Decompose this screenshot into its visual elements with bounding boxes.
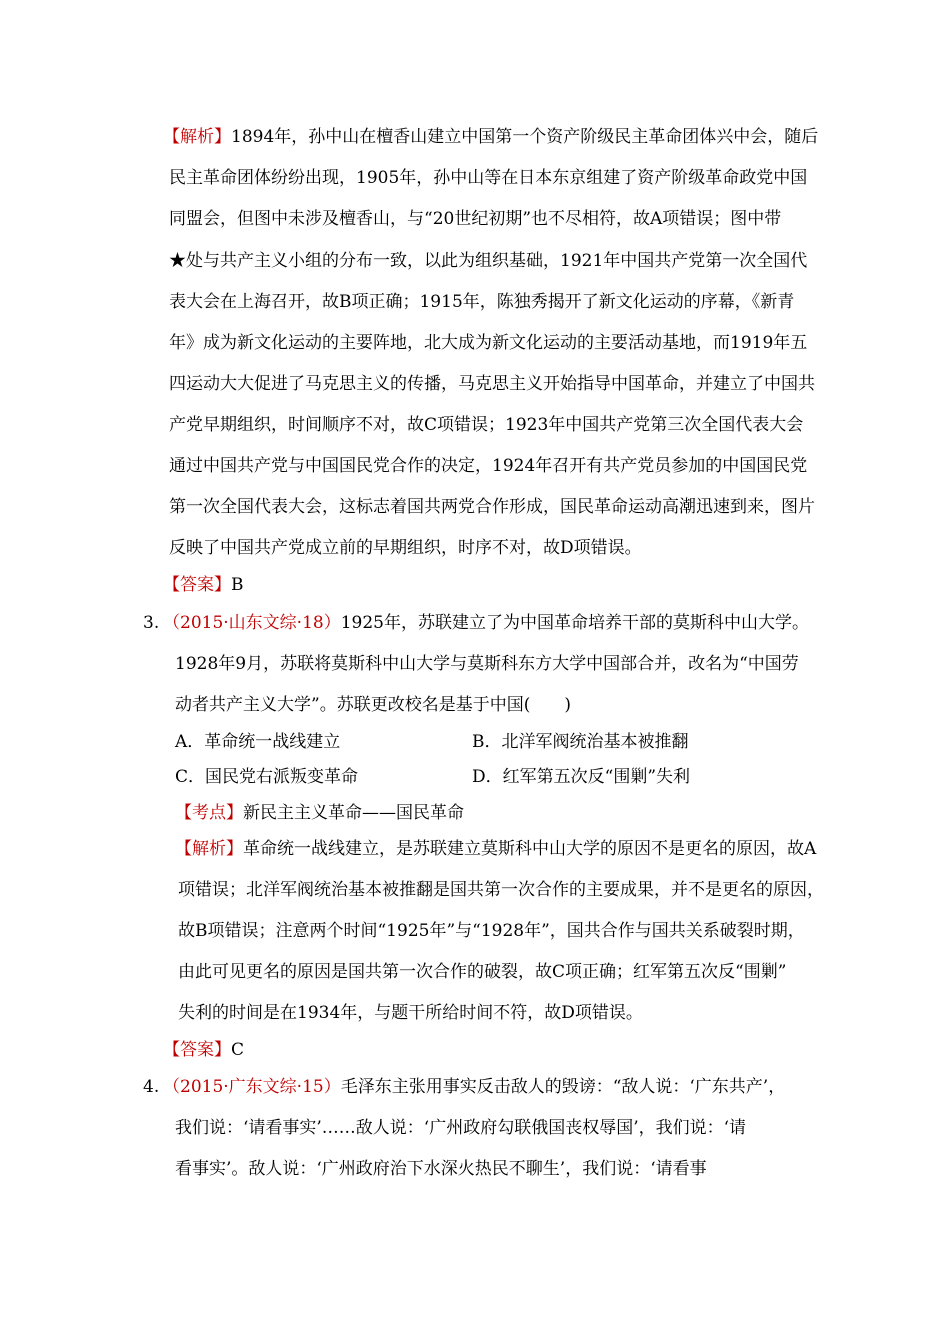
analysis-3-line-1: 【解析】革命统一战线建立，是苏联建立莫斯科中山大学的原因不是更名的原因，故A <box>175 839 817 859</box>
option-c: C．国民党右派叛变革命 <box>175 767 359 787</box>
option-a: A．革命统一战线建立 <box>175 732 341 752</box>
analysis-1-line-1: 【解析】1894年，孙中山在檀香山建立中国第一个资产阶级民主革命团体兴中会，随后 <box>163 127 819 147</box>
analysis-1-line-10: 第一次全国代表大会，这标志着国共两党合作形成，国民革命运动高潮迅速到来，图片 <box>169 497 815 517</box>
analysis-1-line-7: 四运动大大促进了马克思主义的传播，马克思主义开始指导中国革命，并建立了中国共 <box>169 374 815 394</box>
question-3-number: 3. <box>143 613 160 633</box>
question-4-source: （2015·广东文综·15） <box>163 1077 341 1097</box>
analysis-1-line-4: ★处与共产主义小组的分布一致，以此为组织基础，1921年中国共产党第一次全国代 <box>169 251 808 271</box>
analysis-3-line-4: 由此可见更名的原因是国共第一次合作的破裂，故C项正确；红军第五次反“围剿” <box>178 962 787 982</box>
analysis-tag: 【解析】 <box>163 127 231 147</box>
analysis-1-line-6: 年》成为新文化运动的主要阵地，北大成为新文化运动的主要活动基地，而1919年五 <box>169 333 808 353</box>
analysis-3-line-2: 项错误；北洋军阀统治基本被推翻是国共第一次合作的主要成果，并不是更名的原因， <box>178 880 824 900</box>
option-b: B．北洋军阀统治基本被推翻 <box>472 732 689 752</box>
option-d: D．红军第五次反“围剿”失利 <box>472 767 691 787</box>
question-4-line-3: 看事实’。敌人说：‘广州政府治下水深火热民不聊生’，我们说：‘请看事 <box>175 1159 707 1179</box>
analysis-1-line-9: 通过中国共产党与中国国民党合作的决定，1924年召开有共产党员参加的中国国民党 <box>169 456 808 476</box>
answer-tag: 【答案】 <box>163 575 231 595</box>
answer-value: B <box>231 575 244 595</box>
answer-3 <box>163 1039 244 1061</box>
answer-value: C <box>231 1040 245 1060</box>
question-4-number: 4. <box>143 1077 160 1097</box>
question-3-source: （2015·山东文综·18） <box>163 613 341 633</box>
kaodian-tag: 【考点】 <box>175 803 243 823</box>
question-4-line-2: 我们说：‘请看事实’……敌人说：‘广州政府勾联俄国丧权辱国’，我们说：‘请 <box>175 1118 747 1138</box>
analysis-tag: 【解析】 <box>175 839 243 859</box>
question-3-line-3: 动者共产主义大学”。苏联更改校名是基于中国( ) <box>175 695 571 715</box>
question-4-line-1: （2015·广东文综·15）毛泽东主张用事实反击敌人的毁谤：“敌人说：‘广东共产’， <box>163 1077 786 1097</box>
analysis-1-line-2: 民主革命团体纷纷出现，1905年，孙中山等在日本东京组建了资产阶级革命政党中国 <box>169 168 808 188</box>
kaodian-3: 【考点】新民主主义革命——国民革命 <box>175 803 464 823</box>
analysis-1-line-8: 产党早期组织，时间顺序不对，故C项错误；1923年中国共产党第三次全国代表大会 <box>169 415 804 435</box>
analysis-3-line-3: 故B项错误；注意两个时间“1925年”与“1928年”，国共合作与国共关系破裂时期， <box>178 921 805 941</box>
question-3-line-2: 1928年9月，苏联将莫斯科中山大学与莫斯科东方大学中国部合并，改名为“中国劳 <box>175 654 799 674</box>
analysis-1-line-11: 反映了中国共产党成立前的早期组织，时序不对，故D项错误。 <box>169 538 642 558</box>
answer-1 <box>163 574 244 596</box>
analysis-1-line-5: 表大会在上海召开，故B项正确；1915年，陈独秀揭开了新文化运动的序幕，《新青 <box>169 292 795 312</box>
answer-tag: 【答案】 <box>163 1040 231 1060</box>
analysis-1-line-3: 同盟会，但图中未涉及檀香山，与“20世纪初期”也不尽相符，故A项错误；图中带 <box>169 209 782 229</box>
question-3-line-1: （2015·山东文综·18）1925年，苏联建立了为中国革命培养干部的莫斯科中山大学。 <box>163 613 809 633</box>
analysis-3-line-5: 失利的时间是在1934年，与题干所给时间不符，故D项错误。 <box>178 1003 643 1023</box>
